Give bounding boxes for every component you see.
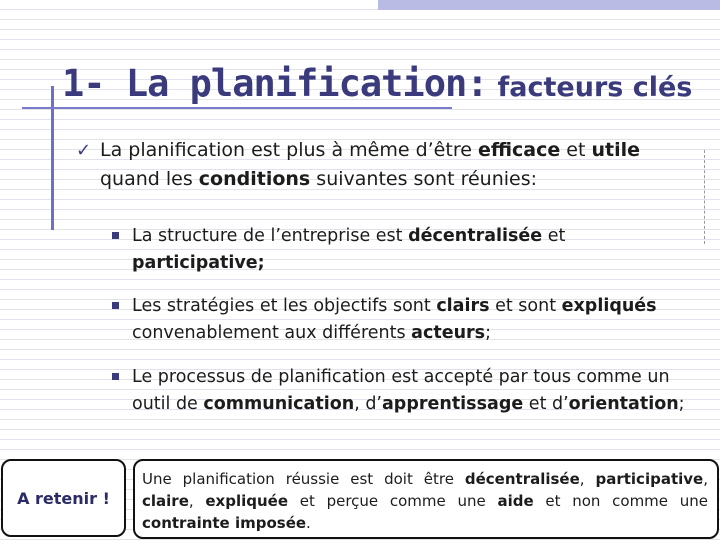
retenir-summary-box (133, 459, 719, 539)
bullet-bold: décentralisée (408, 226, 543, 246)
summary-text: et perçue comme une (288, 492, 498, 510)
title-sub: facteurs clés (497, 72, 693, 103)
summary-bold: aide (497, 492, 534, 510)
intro-bold: utile (591, 139, 641, 161)
title-underline (22, 107, 452, 109)
intro-point (76, 136, 680, 194)
square-bullet-icon (112, 373, 119, 380)
top-accent-bar (378, 0, 720, 10)
retenir-label: A retenir ! (17, 488, 110, 508)
bullet-bold: apprentissage (382, 394, 524, 414)
intro-text: La planification est plus à même d’être (100, 139, 478, 161)
summary-bold: décentralisée (464, 470, 580, 488)
title-main: 1- La planification: (62, 62, 488, 105)
summary-text: , (579, 470, 596, 488)
checkmark-icon: ✓ (76, 140, 92, 161)
bullet-bold: expliqués (561, 296, 657, 316)
square-bullet-icon (112, 302, 119, 309)
retenir-summary-text (142, 468, 708, 534)
intro-text: suivantes sont réunies: (310, 168, 538, 190)
summary-text: , (703, 470, 708, 488)
bullet-text: Les stratégies et les objectifs sont (132, 296, 437, 316)
summary-bold: contrainte imposée (142, 514, 307, 532)
intro-bold: efficace (477, 139, 561, 161)
summary-text: et non comme une (533, 492, 708, 510)
retenir-label-box (1, 459, 126, 537)
bullet-text: convenablement aux différents (132, 323, 412, 343)
bullet-text: Le processus de planification est accepté par tous comme un outil de (132, 367, 670, 414)
intro-text: et (560, 139, 592, 161)
summary-bold: expliquée (205, 492, 289, 510)
bullet-item (132, 293, 702, 347)
intro-text: quand les (100, 168, 199, 190)
intro-bold: conditions (198, 168, 311, 190)
bullet-text: , d’ (354, 394, 382, 414)
slide-title (62, 62, 692, 105)
bullet-bold: participative; (132, 253, 265, 273)
bullet-text: La structure de l’entreprise est (132, 226, 409, 246)
bullet-bold: acteurs (411, 323, 486, 343)
bullet-text: ; (485, 323, 492, 343)
bullet-bold: communication (203, 394, 355, 414)
bullet-text: et sont (489, 296, 562, 316)
bullet-item (132, 364, 702, 418)
bullet-text: et (542, 226, 566, 246)
right-dashed-rule (704, 150, 706, 244)
summary-bold: claire (142, 492, 189, 510)
bullet-text: et d’ (523, 394, 569, 414)
bullet-bold: clairs (436, 296, 490, 316)
bullet-item (132, 223, 702, 277)
summary-text: Une planification réussie est doit être (142, 470, 465, 488)
summary-text: . (306, 514, 311, 532)
square-bullet-icon (112, 232, 119, 239)
bullet-text: ; (678, 394, 685, 414)
summary-bold: participative (595, 470, 704, 488)
summary-text: , (188, 492, 206, 510)
bullet-bold: orientation (568, 394, 679, 414)
